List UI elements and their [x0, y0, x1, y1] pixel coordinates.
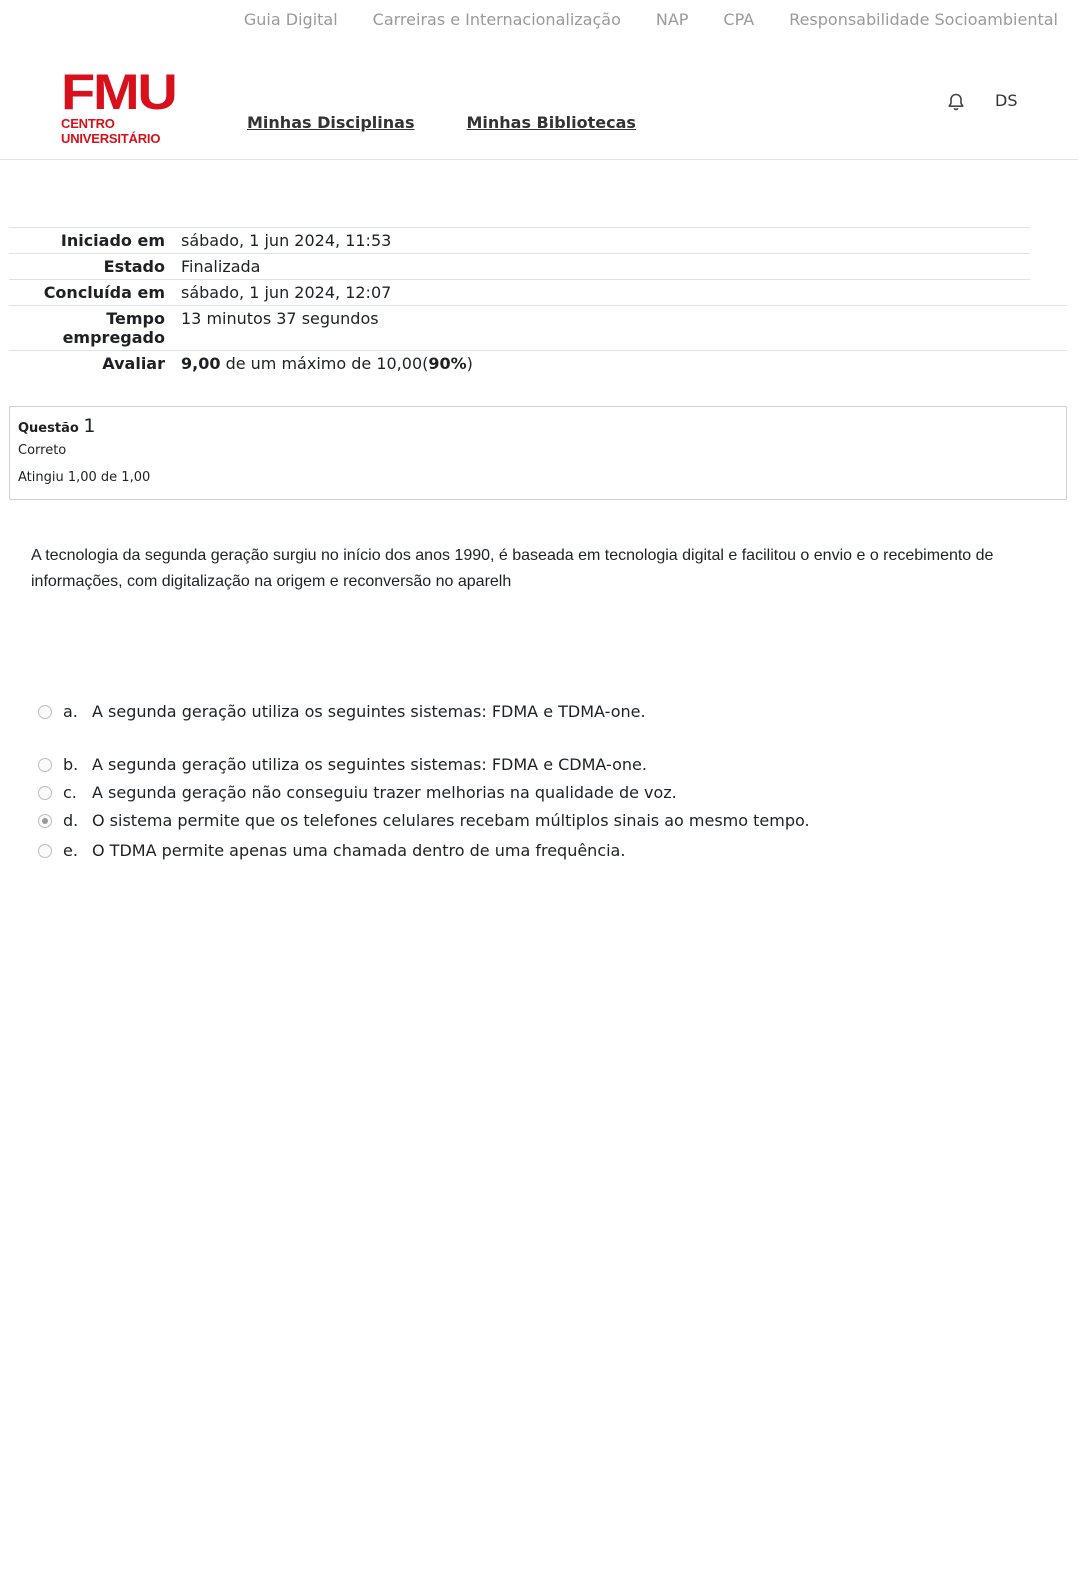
logo-mark: FMU: [61, 64, 176, 120]
answer-letter: b.: [63, 755, 79, 774]
grade-close: ): [466, 354, 473, 373]
fmu-logo[interactable]: [61, 64, 201, 146]
nav-minhas-disciplinas[interactable]: Minhas Disciplinas: [247, 113, 415, 132]
question-info-box: [9, 406, 1067, 500]
summary-value: [165, 351, 473, 376]
answer-text: A segunda geração utiliza os seguintes sistemas: FDMA e TDMA-one.: [92, 702, 646, 721]
answer-option-e[interactable]: [38, 841, 625, 860]
radio-button[interactable]: [38, 705, 52, 719]
top-link-cpa[interactable]: CPA: [723, 10, 755, 29]
radio-button[interactable]: [38, 844, 52, 858]
summary-label: Concluída em: [43, 283, 165, 302]
question-label: Questão: [18, 421, 79, 436]
question-number: [18, 415, 1058, 437]
answer-letter: e.: [63, 841, 78, 860]
answer-option-d[interactable]: [38, 811, 810, 830]
answer-letter: a.: [63, 702, 78, 721]
site-header: [0, 40, 1078, 160]
grade-score: 9,00: [181, 354, 221, 373]
answer-text: O TDMA permite apenas uma chamada dentro de uma frequência.: [92, 841, 626, 860]
question-text: A tecnologia da segunda geração surgiu no início dos anos 1990, é baseada em tecnologia digital e facilitou o envio e o recebimento de informações, com digitalização na origem e reconversão no aparelh: [31, 547, 994, 590]
summary-label: [9, 306, 165, 350]
grade-text: de um máximo de 10,00(: [220, 354, 429, 373]
answer-letter: c.: [63, 783, 77, 802]
top-link-responsabilidade[interactable]: Responsabilidade Socioambiental: [789, 10, 1058, 29]
answer-option-b[interactable]: [38, 755, 647, 774]
top-link-nap[interactable]: NAP: [655, 10, 689, 29]
summary-label: Iniciado em: [60, 231, 165, 250]
summary-row-grade: [9, 350, 1067, 376]
grade-percent: 90%: [428, 354, 467, 373]
summary-row-started: [9, 227, 1030, 253]
answer-letter: d.: [63, 811, 79, 830]
summary-row-finished: [9, 279, 1030, 305]
top-link-carreiras[interactable]: Carreiras e Internacionalização: [372, 10, 621, 29]
answer-text: A segunda geração não conseguiu trazer melhorias na qualidade de voz.: [92, 783, 677, 802]
summary-value: sábado, 1 jun 2024, 11:53: [181, 231, 392, 250]
nav-minhas-bibliotecas[interactable]: Minhas Bibliotecas: [466, 113, 636, 132]
summary-label: Avaliar: [102, 354, 165, 373]
summary-label-line: empregado: [62, 328, 165, 347]
question-status: Correto: [18, 443, 67, 458]
summary-value: 13 minutos 37 segundos: [181, 309, 379, 328]
summary-label: Estado: [103, 257, 165, 276]
radio-button[interactable]: [38, 758, 52, 772]
summary-value: Finalizada: [181, 257, 261, 276]
logo-subtitle: CENTRO UNIVERSITÁRIO: [61, 116, 161, 146]
summary-row-time: [9, 305, 1067, 350]
top-link-guia-digital[interactable]: Guia Digital: [243, 10, 338, 29]
summary-label-line: Tempo: [106, 309, 165, 328]
summary-row-state: [9, 253, 1030, 279]
summary-value: sábado, 1 jun 2024, 12:07: [181, 283, 392, 302]
question-number-value: 1: [83, 415, 96, 437]
top-links: [244, 10, 1058, 29]
user-initials[interactable]: DS: [995, 91, 1018, 110]
main-nav: [247, 113, 636, 132]
attempt-summary: [9, 227, 1067, 376]
answer-text: A segunda geração utiliza os seguintes sistemas: FDMA e CDMA-one.: [92, 755, 647, 774]
question-mark: Atingiu 1,00 de 1,00: [18, 470, 151, 485]
radio-button-selected[interactable]: [38, 814, 52, 828]
bell-icon[interactable]: [946, 92, 966, 112]
radio-button[interactable]: [38, 786, 52, 800]
answer-text: O sistema permite que os telefones celulares recebam múltiplos sinais ao mesmo tempo.: [92, 811, 810, 830]
answer-option-a[interactable]: [38, 702, 646, 721]
answer-option-c[interactable]: [38, 783, 677, 802]
